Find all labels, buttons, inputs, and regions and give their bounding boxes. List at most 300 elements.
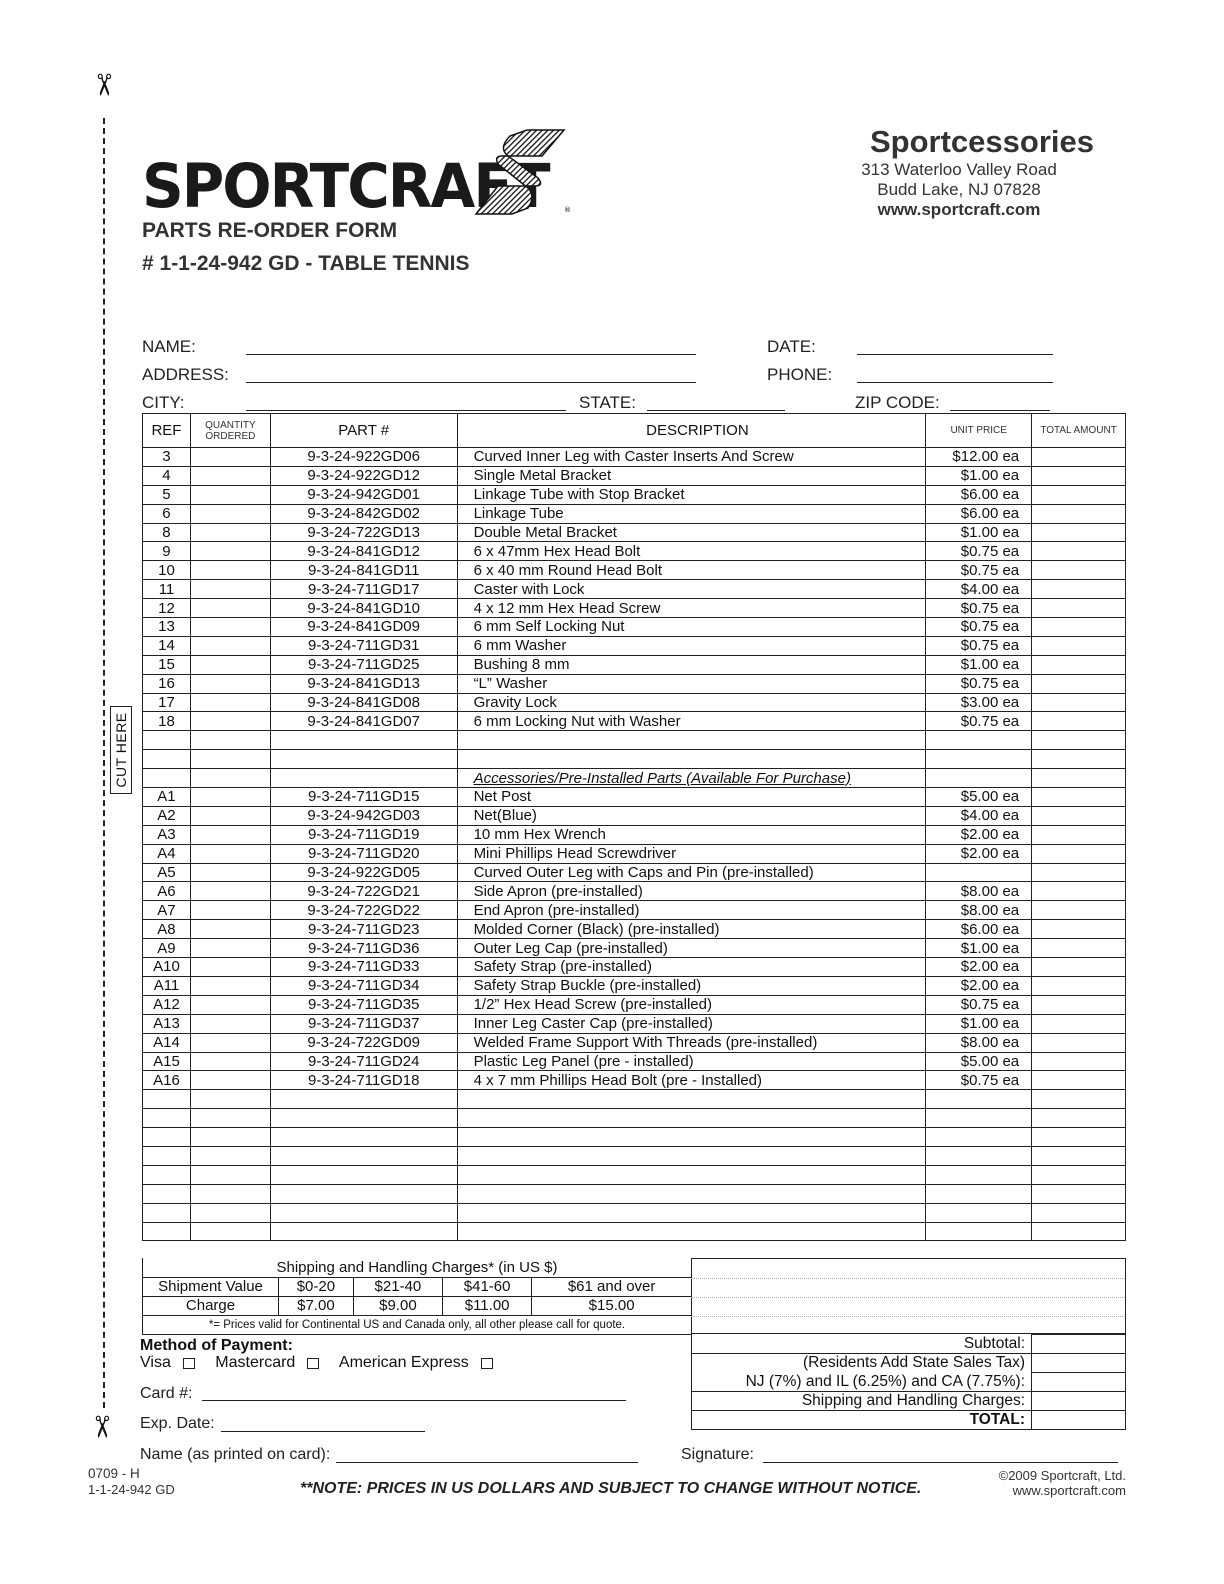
blank-row: [143, 750, 1126, 769]
blank-row: [143, 1184, 1126, 1203]
quantity-cell[interactable]: [190, 599, 270, 618]
table-row: [143, 655, 1126, 674]
quantity-cell[interactable]: [190, 1033, 270, 1052]
total-field[interactable]: [1032, 1411, 1126, 1430]
total-amount-cell[interactable]: [1032, 920, 1126, 939]
blank-row: [143, 1090, 1126, 1109]
total-amount-cell[interactable]: [1032, 1128, 1126, 1147]
description-cell: Gravity Lock: [457, 693, 926, 712]
description-cell: Mini Phillips Head Screwdriver: [457, 844, 926, 863]
total-amount-cell[interactable]: [1032, 1109, 1126, 1128]
cut-here-label: CUT HERE: [110, 706, 132, 794]
unit-price-cell: $1.00 ea: [926, 466, 1032, 485]
total-amount-cell[interactable]: [1032, 1165, 1126, 1184]
price-note: **NOTE: PRICES IN US DOLLARS AND SUBJECT TO CHANGE WITHOUT NOTICE.: [300, 1480, 922, 1497]
quantity-cell[interactable]: [190, 674, 270, 693]
part-number-cell: 9-3-24-711GD35: [270, 995, 457, 1014]
part-number-cell: 9-3-24-711GD19: [270, 825, 457, 844]
ref-cell: A7: [143, 901, 191, 920]
cardholder-name-field[interactable]: [336, 1462, 638, 1463]
col-total-amount: TOTAL AMOUNT: [1032, 414, 1126, 448]
unit-price-cell: $6.00 ea: [926, 504, 1032, 523]
address-field[interactable]: [246, 382, 696, 383]
quantity-cell[interactable]: [190, 1109, 270, 1128]
description-cell: [457, 1090, 926, 1109]
unit-price-cell: $5.00 ea: [926, 788, 1032, 807]
ref-cell: [143, 1146, 191, 1165]
quantity-cell[interactable]: [190, 1146, 270, 1165]
quantity-cell[interactable]: [190, 1128, 270, 1147]
quantity-cell[interactable]: [190, 542, 270, 561]
ref-cell: [143, 1128, 191, 1147]
empty-cell: [1032, 769, 1126, 788]
ref-cell: A3: [143, 825, 191, 844]
quantity-cell[interactable]: [190, 504, 270, 523]
ref-cell: 9: [143, 542, 191, 561]
col-unit-price: UNIT PRICE: [926, 414, 1032, 448]
shipping-range: $41-60: [443, 1277, 532, 1296]
shipping-charge: $9.00: [353, 1296, 442, 1315]
empty-cell: [926, 769, 1032, 788]
description-cell: Linkage Tube with Stop Bracket: [457, 485, 926, 504]
unit-price-cell: $5.00 ea: [926, 1052, 1032, 1071]
tax-label-line1: (Residents Add State Sales Tax): [692, 1354, 1032, 1373]
ref-cell: 16: [143, 674, 191, 693]
quantity-cell[interactable]: [190, 825, 270, 844]
total-amount-cell[interactable]: [1032, 901, 1126, 920]
sportcraft-s-mark-icon: [472, 126, 572, 216]
description-cell: “L” Washer: [457, 674, 926, 693]
shipping-title: Shipping and Handling Charges* (in US $): [143, 1258, 692, 1277]
unit-price-cell: $0.75 ea: [926, 674, 1032, 693]
unit-price-cell: [926, 863, 1032, 882]
quantity-cell[interactable]: [190, 1052, 270, 1071]
accessories-title: Accessories/Pre-Installed Parts (Available For Purchase): [457, 769, 926, 788]
total-amount-cell[interactable]: [1032, 1090, 1126, 1109]
description-cell: [457, 1128, 926, 1147]
ref-cell: A10: [143, 958, 191, 977]
sportcraft-logo: [142, 126, 582, 222]
shipping-note: *= Prices valid for Continental US and Canada only, all other please call for quote.: [143, 1315, 692, 1334]
unit-price-cell: $1.00 ea: [926, 939, 1032, 958]
ref-cell: A16: [143, 1071, 191, 1090]
total-amount-cell[interactable]: [1032, 712, 1126, 731]
tax-field-2[interactable]: [1032, 1373, 1126, 1392]
table-row: [143, 618, 1126, 637]
table-row: [143, 542, 1126, 561]
cardholder-name-label: Name (as printed on card):: [140, 1446, 331, 1463]
total-amount-cell[interactable]: [1032, 504, 1126, 523]
unit-price-cell: $6.00 ea: [926, 485, 1032, 504]
part-number-cell: [270, 1128, 457, 1147]
total-amount-cell[interactable]: [1032, 788, 1126, 807]
tax-label-line2: NJ (7%) and IL (6.25%) and CA (7.75%):: [692, 1373, 1032, 1392]
table-row: [143, 788, 1126, 807]
part-number-cell: 9-3-24-711GD36: [270, 939, 457, 958]
description-cell: End Apron (pre-installed): [457, 901, 926, 920]
date-field[interactable]: [857, 354, 1053, 355]
col-quantity: QUANTITY ORDERED: [190, 414, 270, 448]
city-field[interactable]: [246, 410, 566, 411]
total-amount-cell[interactable]: [1032, 1052, 1126, 1071]
part-number-cell: [270, 1090, 457, 1109]
name-field[interactable]: [246, 354, 696, 355]
exp-label: Exp. Date:: [140, 1415, 215, 1432]
part-number-cell: 9-3-24-841GD13: [270, 674, 457, 693]
amex-label: American Express: [338, 1354, 469, 1371]
empty-cell: [270, 769, 457, 788]
total-amount-cell[interactable]: [1032, 448, 1126, 467]
company-website[interactable]: www.sportcraft.com: [877, 200, 1041, 219]
description-cell: [457, 750, 926, 769]
part-number-cell: 9-3-24-842GD02: [270, 504, 457, 523]
part-number-cell: 9-3-24-722GD09: [270, 1033, 457, 1052]
blank-row: [143, 1109, 1126, 1128]
part-number-cell: 9-3-24-922GD12: [270, 466, 457, 485]
quantity-cell[interactable]: [190, 731, 270, 750]
quantity-cell[interactable]: [190, 1184, 270, 1203]
total-amount-cell[interactable]: [1032, 1071, 1126, 1090]
part-number-cell: 9-3-24-722GD13: [270, 523, 457, 542]
ref-cell: 13: [143, 618, 191, 637]
total-amount-cell[interactable]: [1032, 674, 1126, 693]
unit-price-cell: [926, 1165, 1032, 1184]
table-row: [143, 920, 1126, 939]
totals-table: [691, 1334, 1126, 1430]
table-row: [143, 1071, 1126, 1090]
form-code: 0709 - H: [88, 1466, 140, 1481]
unit-price-cell: [926, 1222, 1032, 1241]
description-cell: Plastic Leg Panel (pre - installed): [457, 1052, 926, 1071]
ref-cell: A13: [143, 1014, 191, 1033]
table-row: [143, 1014, 1126, 1033]
total-label: TOTAL:: [692, 1411, 1032, 1430]
quantity-cell[interactable]: [190, 580, 270, 599]
total-amount-cell[interactable]: [1032, 976, 1126, 995]
state-label: STATE:: [579, 393, 636, 412]
phone-label: PHONE:: [767, 365, 833, 384]
part-number-cell: 9-3-24-922GD05: [270, 863, 457, 882]
parts-table: [142, 413, 1126, 1241]
copyright: ©2009 Sportcraft, Ltd.: [998, 1468, 1126, 1483]
ref-cell: 3: [143, 448, 191, 467]
part-number-cell: 9-3-24-711GD34: [270, 976, 457, 995]
quantity-cell[interactable]: [190, 788, 270, 807]
total-amount-cell[interactable]: [1032, 995, 1126, 1014]
total-amount-cell[interactable]: [1032, 523, 1126, 542]
blank-row: [143, 731, 1126, 750]
ref-cell: 4: [143, 466, 191, 485]
quantity-cell[interactable]: [190, 958, 270, 977]
visa-checkbox[interactable]: [183, 1358, 195, 1369]
part-number-cell: [270, 731, 457, 750]
table-row: [143, 1052, 1126, 1071]
ref-cell: A12: [143, 995, 191, 1014]
total-amount-cell[interactable]: [1032, 693, 1126, 712]
ref-cell: [143, 1184, 191, 1203]
description-cell: Net Post: [457, 788, 926, 807]
total-amount-cell[interactable]: [1032, 655, 1126, 674]
table-row: [143, 958, 1126, 977]
total-amount-cell[interactable]: [1032, 485, 1126, 504]
description-cell: 6 mm Locking Nut with Washer: [457, 712, 926, 731]
unit-price-cell: [926, 731, 1032, 750]
ref-cell: 6: [143, 504, 191, 523]
table-row: [143, 806, 1126, 825]
zip-field[interactable]: [950, 410, 1050, 411]
description-cell: 4 x 7 mm Phillips Head Bolt (pre - Installed): [457, 1071, 926, 1090]
description-cell: Double Metal Bracket: [457, 523, 926, 542]
part-number-cell: 9-3-24-841GD08: [270, 693, 457, 712]
description-cell: [457, 731, 926, 750]
total-amount-cell[interactable]: [1032, 806, 1126, 825]
unit-price-cell: $8.00 ea: [926, 1033, 1032, 1052]
table-row: [143, 693, 1126, 712]
ref-cell: [143, 1165, 191, 1184]
total-amount-cell[interactable]: [1032, 844, 1126, 863]
blank-row: [143, 1222, 1126, 1241]
unit-price-cell: $0.75 ea: [926, 636, 1032, 655]
quantity-cell[interactable]: [190, 712, 270, 731]
quantity-cell[interactable]: [190, 485, 270, 504]
state-field[interactable]: [647, 410, 785, 411]
quantity-cell[interactable]: [190, 1165, 270, 1184]
shipment-value-label: Shipment Value: [143, 1277, 279, 1296]
table-row: [143, 636, 1126, 655]
ref-cell: A8: [143, 920, 191, 939]
quantity-cell[interactable]: [190, 693, 270, 712]
unit-price-cell: $0.75 ea: [926, 1071, 1032, 1090]
part-number-cell: 9-3-24-711GD20: [270, 844, 457, 863]
part-number-cell: 9-3-24-711GD24: [270, 1052, 457, 1071]
unit-price-cell: $1.00 ea: [926, 655, 1032, 674]
quantity-cell[interactable]: [190, 750, 270, 769]
unit-price-cell: $2.00 ea: [926, 844, 1032, 863]
part-number-cell: 9-3-24-711GD23: [270, 920, 457, 939]
unit-price-cell: $0.75 ea: [926, 618, 1032, 637]
quantity-cell[interactable]: [190, 618, 270, 637]
total-amount-cell[interactable]: [1032, 542, 1126, 561]
total-amount-cell[interactable]: [1032, 599, 1126, 618]
unit-price-cell: $2.00 ea: [926, 976, 1032, 995]
table-row: [143, 580, 1126, 599]
quantity-cell[interactable]: [190, 1090, 270, 1109]
table-row: [143, 712, 1126, 731]
part-number-cell: 9-3-24-841GD10: [270, 599, 457, 618]
part-number-cell: 9-3-24-711GD33: [270, 958, 457, 977]
description-cell: [457, 1165, 926, 1184]
total-amount-cell[interactable]: [1032, 863, 1126, 882]
total-amount-cell[interactable]: [1032, 1222, 1126, 1241]
unit-price-cell: [926, 1128, 1032, 1147]
description-cell: 6 x 47mm Hex Head Bolt: [457, 542, 926, 561]
table-row: [143, 882, 1126, 901]
table-row: [143, 825, 1126, 844]
date-label: DATE:: [767, 337, 816, 356]
exp-date-field[interactable]: [221, 1431, 425, 1432]
description-cell: Curved Inner Leg with Caster Inserts And Screw: [457, 448, 926, 467]
part-number-cell: 9-3-24-841GD09: [270, 618, 457, 637]
total-amount-cell[interactable]: [1032, 1184, 1126, 1203]
ref-cell: 8: [143, 523, 191, 542]
unit-price-cell: $2.00 ea: [926, 958, 1032, 977]
total-amount-cell[interactable]: [1032, 825, 1126, 844]
footer-website[interactable]: www.sportcraft.com: [1012, 1483, 1126, 1498]
shipping-range: $0-20: [279, 1277, 354, 1296]
tax-field-1[interactable]: [1032, 1354, 1126, 1373]
total-amount-cell[interactable]: [1032, 1033, 1126, 1052]
description-cell: Net(Blue): [457, 806, 926, 825]
description-cell: Inner Leg Caster Cap (pre-installed): [457, 1014, 926, 1033]
quantity-cell[interactable]: [190, 523, 270, 542]
table-row: [143, 863, 1126, 882]
unit-price-cell: [926, 750, 1032, 769]
part-number-cell: 9-3-24-841GD12: [270, 542, 457, 561]
mastercard-checkbox[interactable]: [307, 1358, 319, 1369]
quantity-cell[interactable]: [190, 863, 270, 882]
total-amount-cell[interactable]: [1032, 618, 1126, 637]
company-address-line1: 313 Waterloo Valley Road: [861, 160, 1057, 179]
unit-price-cell: [926, 1146, 1032, 1165]
description-cell: Bushing 8 mm: [457, 655, 926, 674]
total-amount-cell[interactable]: [1032, 580, 1126, 599]
quantity-cell[interactable]: [190, 655, 270, 674]
unit-price-cell: [926, 1090, 1032, 1109]
quantity-cell[interactable]: [190, 561, 270, 580]
unit-price-cell: $1.00 ea: [926, 1014, 1032, 1033]
quantity-cell[interactable]: [190, 939, 270, 958]
description-cell: [457, 1184, 926, 1203]
table-row: [143, 976, 1126, 995]
description-cell: Curved Outer Leg with Caps and Pin (pre-installed): [457, 863, 926, 882]
shipping-table: [142, 1258, 692, 1335]
unit-price-cell: $2.00 ea: [926, 825, 1032, 844]
unit-price-cell: [926, 1109, 1032, 1128]
unit-price-cell: $4.00 ea: [926, 580, 1032, 599]
description-cell: 6 x 40 mm Round Head Bolt: [457, 561, 926, 580]
shipping-charges-field[interactable]: [1032, 1392, 1126, 1411]
ref-cell: 5: [143, 485, 191, 504]
shipping-charge: $11.00: [443, 1296, 532, 1315]
form-id: 1-1-24-942 GD: [88, 1482, 175, 1497]
empty-cell: [190, 769, 270, 788]
part-number-cell: 9-3-24-922GD06: [270, 448, 457, 467]
quantity-cell[interactable]: [190, 882, 270, 901]
total-amount-cell[interactable]: [1032, 731, 1126, 750]
description-cell: Outer Leg Cap (pre-installed): [457, 939, 926, 958]
zip-label: ZIP CODE:: [855, 393, 940, 412]
table-row: [143, 1033, 1126, 1052]
accessories-title-row: [143, 769, 1126, 788]
description-cell: [457, 1146, 926, 1165]
quantity-cell[interactable]: [190, 466, 270, 485]
quantity-cell[interactable]: [190, 806, 270, 825]
visa-label: Visa: [140, 1354, 171, 1371]
unit-price-cell: $0.75 ea: [926, 542, 1032, 561]
table-row: [143, 504, 1126, 523]
amex-checkbox[interactable]: [481, 1358, 493, 1369]
part-number-cell: 9-3-24-841GD11: [270, 561, 457, 580]
unit-price-cell: [926, 1203, 1032, 1222]
quantity-cell[interactable]: [190, 1203, 270, 1222]
col-description: DESCRIPTION: [457, 414, 926, 448]
col-ref: REF: [143, 414, 191, 448]
total-amount-cell[interactable]: [1032, 1014, 1126, 1033]
ref-cell: A15: [143, 1052, 191, 1071]
part-number-cell: [270, 1146, 457, 1165]
quantity-cell[interactable]: [190, 844, 270, 863]
ref-cell: 18: [143, 712, 191, 731]
part-number-cell: [270, 1203, 457, 1222]
payment-options: [140, 1354, 509, 1372]
footer-left: [88, 1466, 175, 1498]
total-amount-cell[interactable]: [1032, 939, 1126, 958]
ref-cell: 15: [143, 655, 191, 674]
mastercard-label: Mastercard: [215, 1354, 296, 1371]
description-cell: 10 mm Hex Wrench: [457, 825, 926, 844]
quantity-cell[interactable]: [190, 920, 270, 939]
total-amount-cell[interactable]: [1032, 466, 1126, 485]
quantity-cell[interactable]: [190, 995, 270, 1014]
ref-cell: A11: [143, 976, 191, 995]
table-row: [143, 448, 1126, 467]
total-amount-cell[interactable]: [1032, 750, 1126, 769]
unit-price-cell: $0.75 ea: [926, 712, 1032, 731]
subtotal-field[interactable]: [1032, 1335, 1126, 1354]
signature-field[interactable]: [763, 1462, 1118, 1463]
address-label: ADDRESS:: [142, 365, 229, 384]
form-number: # 1-1-24-942 GD - TABLE TENNIS: [142, 252, 470, 275]
blank-row: [143, 1165, 1126, 1184]
total-amount-cell[interactable]: [1032, 636, 1126, 655]
description-cell: Single Metal Bracket: [457, 466, 926, 485]
ref-cell: 12: [143, 599, 191, 618]
table-row: [143, 599, 1126, 618]
blank-row: [143, 1128, 1126, 1147]
part-number-cell: 9-3-24-711GD37: [270, 1014, 457, 1033]
total-amount-cell[interactable]: [1032, 561, 1126, 580]
quantity-cell[interactable]: [190, 1222, 270, 1241]
total-amount-cell[interactable]: [1032, 882, 1126, 901]
scissors-icon: ✂: [83, 1414, 119, 1440]
description-cell: Side Apron (pre-installed): [457, 882, 926, 901]
part-number-cell: 9-3-24-711GD31: [270, 636, 457, 655]
unit-price-cell: $12.00 ea: [926, 448, 1032, 467]
quantity-cell[interactable]: [190, 636, 270, 655]
quantity-cell[interactable]: [190, 901, 270, 920]
description-cell: Welded Frame Support With Threads (pre-installed): [457, 1033, 926, 1052]
description-cell: [457, 1203, 926, 1222]
quantity-cell[interactable]: [190, 1071, 270, 1090]
quantity-cell[interactable]: [190, 976, 270, 995]
quantity-cell[interactable]: [190, 448, 270, 467]
quantity-cell[interactable]: [190, 1014, 270, 1033]
cut-line: [103, 118, 105, 1408]
ref-cell: A4: [143, 844, 191, 863]
total-amount-cell[interactable]: [1032, 1203, 1126, 1222]
description-cell: Caster with Lock: [457, 580, 926, 599]
total-amount-cell[interactable]: [1032, 1146, 1126, 1165]
shipping-range: $61 and over: [532, 1277, 692, 1296]
card-number-field[interactable]: [202, 1400, 626, 1401]
description-cell: [457, 1109, 926, 1128]
phone-field[interactable]: [857, 382, 1053, 383]
total-amount-cell[interactable]: [1032, 958, 1126, 977]
blank-row: [143, 1203, 1126, 1222]
company-block: [764, 124, 1094, 220]
table-row: [143, 485, 1126, 504]
ref-cell: [143, 1203, 191, 1222]
